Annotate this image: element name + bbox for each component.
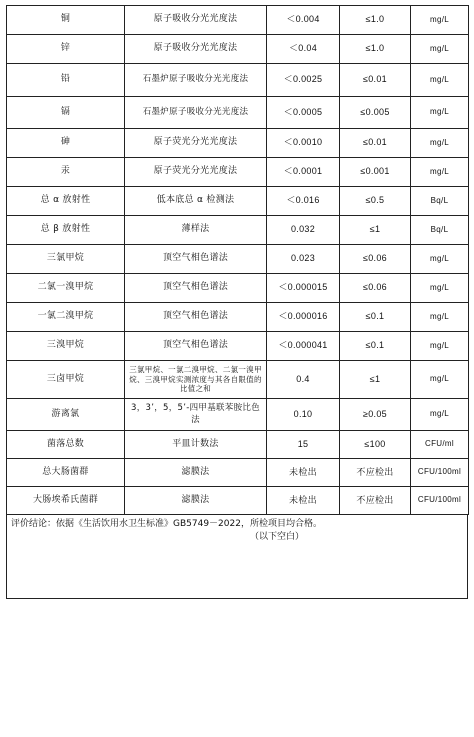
value-cell: ＜0.04: [267, 35, 340, 64]
method-cell: 原子吸收分光光度法: [125, 35, 267, 64]
unit-cell: mg/L: [411, 361, 469, 399]
value-cell: ＜0.004: [267, 6, 340, 35]
unit-cell: mg/L: [411, 35, 469, 64]
limit-cell: ≤0.001: [340, 158, 411, 187]
item-cell: 汞: [7, 158, 125, 187]
item-cell: 总大肠菌群: [7, 459, 125, 487]
method-cell: 原子吸收分光光度法: [125, 6, 267, 35]
value-cell: ＜0.0025: [267, 64, 340, 97]
item-cell: 铜: [7, 6, 125, 35]
item-cell: 菌落总数: [7, 431, 125, 459]
unit-cell: mg/L: [411, 97, 469, 129]
unit-cell: mg/L: [411, 6, 469, 35]
unit-cell: Bq/L: [411, 216, 469, 245]
value-cell: ＜0.0001: [267, 158, 340, 187]
unit-cell: mg/L: [411, 158, 469, 187]
value-cell: 0.032: [267, 216, 340, 245]
value-cell: 0.4: [267, 361, 340, 399]
table-row: [7, 459, 469, 487]
method-cell: 原子荧光分光光度法: [125, 158, 267, 187]
item-cell: 锌: [7, 35, 125, 64]
unit-cell: mg/L: [411, 274, 469, 303]
value-cell: 未检出: [267, 487, 340, 515]
method-cell: 顶空气相色谱法: [125, 303, 267, 332]
results-table: [6, 5, 469, 515]
table-row: [7, 129, 469, 158]
limit-cell: 不应检出: [340, 487, 411, 515]
item-cell: 大肠埃希氏菌群: [7, 487, 125, 515]
method-cell: 顶空气相色谱法: [125, 245, 267, 274]
limit-cell: ≤0.01: [340, 64, 411, 97]
limit-cell: ≤1.0: [340, 6, 411, 35]
value-cell: 未检出: [267, 459, 340, 487]
method-cell: 薄样法: [125, 216, 267, 245]
method-cell: 顶空气相色谱法: [125, 274, 267, 303]
limit-cell: ≤1: [340, 216, 411, 245]
unit-cell: mg/L: [411, 303, 469, 332]
value-cell: 0.10: [267, 399, 340, 431]
unit-cell: mg/L: [411, 245, 469, 274]
item-cell: 总 α 放射性: [7, 187, 125, 216]
table-row: [7, 303, 469, 332]
unit-cell: CFU/100ml: [411, 459, 469, 487]
value-cell: ＜0.0010: [267, 129, 340, 158]
table-row: [7, 245, 469, 274]
limit-cell: ≤100: [340, 431, 411, 459]
conclusion-text: 评价结论：依据《生活饮用水卫生标准》GB5749－2022，所检项目均合格。: [11, 519, 322, 529]
item-cell: 二氯一溴甲烷: [7, 274, 125, 303]
table-row: [7, 274, 469, 303]
blank-note: （以下空白）: [249, 532, 304, 543]
conclusion-box: [6, 515, 468, 599]
table-row: [7, 361, 469, 399]
limit-cell: ≤0.06: [340, 245, 411, 274]
table-row: [7, 187, 469, 216]
value-cell: ＜0.000041: [267, 332, 340, 361]
table-row: [7, 35, 469, 64]
item-cell: 铅: [7, 64, 125, 97]
item-cell: 三卤甲烷: [7, 361, 125, 399]
results-table-body: [7, 6, 469, 515]
value-cell: ＜0.000015: [267, 274, 340, 303]
limit-cell: ≥0.05: [340, 399, 411, 431]
item-cell: 总 β 放射性: [7, 216, 125, 245]
limit-cell: ≤1: [340, 361, 411, 399]
item-cell: 游离氯: [7, 399, 125, 431]
table-row: [7, 64, 469, 97]
method-cell: 3，3’，5，5’-四甲基联苯胺比色法: [125, 399, 267, 431]
limit-cell: ≤0.1: [340, 303, 411, 332]
unit-cell: mg/L: [411, 399, 469, 431]
item-cell: 一氯二溴甲烷: [7, 303, 125, 332]
limit-cell: ≤0.06: [340, 274, 411, 303]
method-cell: 顶空气相色谱法: [125, 332, 267, 361]
table-row: [7, 6, 469, 35]
item-cell: 三溴甲烷: [7, 332, 125, 361]
table-row: [7, 332, 469, 361]
limit-cell: ≤0.01: [340, 129, 411, 158]
table-row: [7, 431, 469, 459]
limit-cell: ≤1.0: [340, 35, 411, 64]
limit-cell: ≤0.005: [340, 97, 411, 129]
value-cell: ＜0.0005: [267, 97, 340, 129]
method-cell: 石墨炉原子吸收分光光度法: [125, 64, 267, 97]
method-cell: 滤膜法: [125, 487, 267, 515]
unit-cell: CFU/100ml: [411, 487, 469, 515]
limit-cell: ≤0.1: [340, 332, 411, 361]
method-cell: 原子荧光分光光度法: [125, 129, 267, 158]
table-row: [7, 487, 469, 515]
item-cell: 镉: [7, 97, 125, 129]
unit-cell: mg/L: [411, 332, 469, 361]
limit-cell: ≤0.5: [340, 187, 411, 216]
method-cell: 石墨炉原子吸收分光光度法: [125, 97, 267, 129]
table-row: [7, 97, 469, 129]
value-cell: 15: [267, 431, 340, 459]
method-cell: 平皿计数法: [125, 431, 267, 459]
unit-cell: Bq/L: [411, 187, 469, 216]
unit-cell: mg/L: [411, 64, 469, 97]
table-row: [7, 399, 469, 431]
report-sheet: [6, 5, 468, 599]
item-cell: 三氯甲烷: [7, 245, 125, 274]
value-cell: ＜0.000016: [267, 303, 340, 332]
method-cell: 滤膜法: [125, 459, 267, 487]
limit-cell: 不应检出: [340, 459, 411, 487]
unit-cell: CFU/ml: [411, 431, 469, 459]
value-cell: ＜0.016: [267, 187, 340, 216]
method-cell: 三氯甲烷、一氯二溴甲烷、二氯一溴甲烷、三溴甲烷实测浓度与其各自限值的比值之和: [125, 361, 267, 399]
method-cell: 低本底总 α 检测法: [125, 187, 267, 216]
item-cell: 砷: [7, 129, 125, 158]
unit-cell: mg/L: [411, 129, 469, 158]
table-row: [7, 216, 469, 245]
value-cell: 0.023: [267, 245, 340, 274]
table-row: [7, 158, 469, 187]
